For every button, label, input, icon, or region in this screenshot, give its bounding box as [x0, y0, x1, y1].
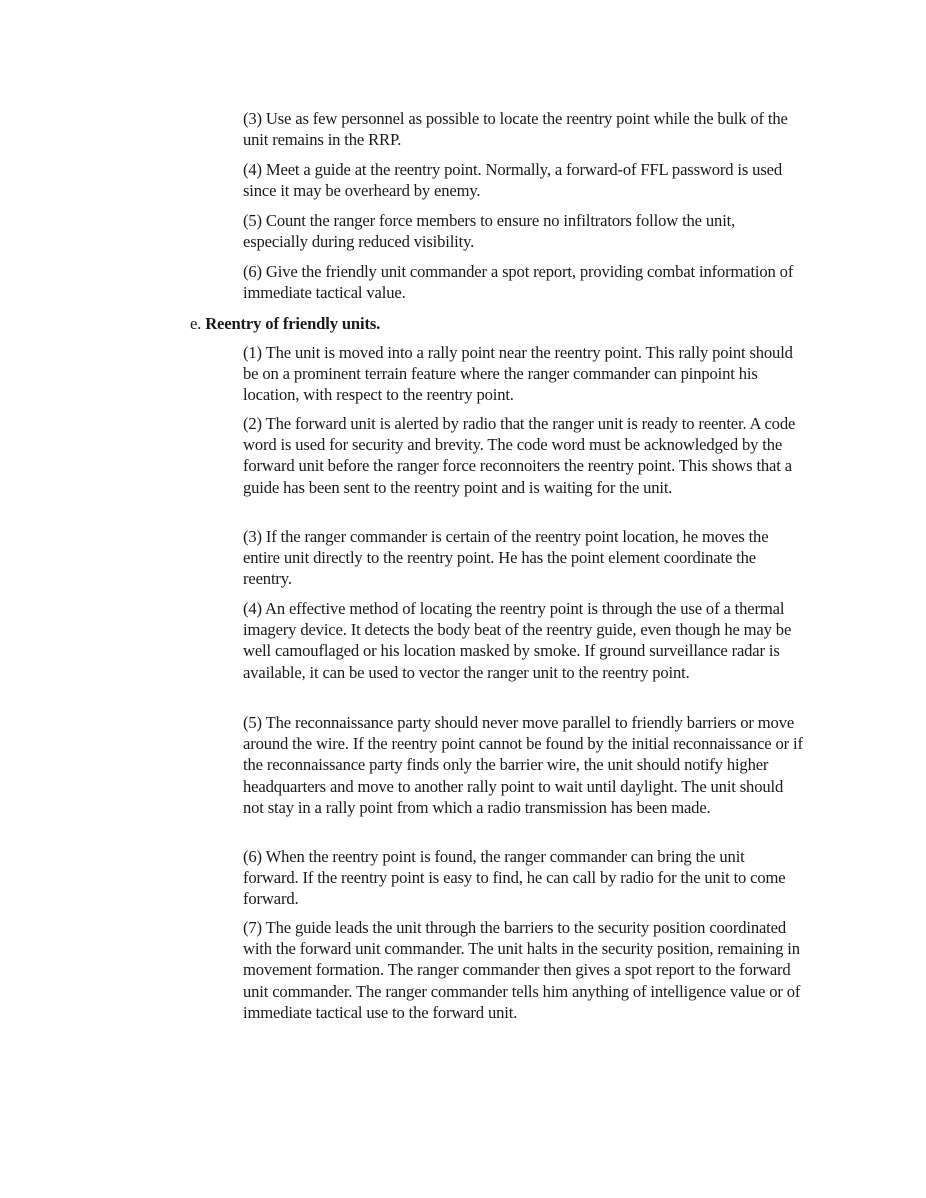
paragraph-top-6: (6) Give the friendly unit commander a spot report, providing combat information of immediate tactical value.: [243, 262, 794, 303]
section-e-prefix: e.: [190, 314, 206, 333]
paragraph-top-4: (4) Meet a guide at the reentry point. Normally, a forward-of FFL password is used since it may be overheard by enemy.: [243, 160, 782, 201]
paragraph-e-5: (5) The reconnaissance party should never move parallel to friendly barriers or move around the wire. If the reentry point cannot be found by the initial reconnaissance or if the reconnaissance party finds only the barrier wire, the unit should notify higher headquarters and move to another rally point to wait until daylight. The unit should not stay in a rally point from which a radio transmission has been made.: [243, 713, 803, 817]
paragraph-e-2: (2) The forward unit is alerted by radio that the ranger unit is ready to reenter. A code word is used for security and brevity. The code word must be acknowledged by the forward unit before the ranger force reconnoiters the reentry point. This shows that a guide has been sent to the reentry point and is waiting for the unit.: [243, 414, 796, 497]
paragraph-e-3: (3) If the ranger commander is certain of the reentry point location, he moves the entire unit directly to the reentry point. He has the point element coordinate the reentry.: [243, 527, 769, 589]
paragraph-e-6: (6) When the reentry point is found, the ranger commander can bring the unit forward. If the reentry point is easy to find, he can call by radio for the unit to come forward.: [243, 847, 786, 909]
section-e-heading: [190, 313, 380, 334]
paragraph-top-5: (5) Count the ranger force members to ensure no infiltrators follow the unit, especially during reduced visibility.: [243, 211, 736, 252]
paragraph-top-3: (3) Use as few personnel as possible to locate the reentry point while the bulk of the unit remains in the RRP.: [243, 109, 788, 150]
paragraph-e-1: (1) The unit is moved into a rally point near the reentry point. This rally point should be on a prominent terrain feature where the ranger commander can pinpoint his location, with respect to the reentry point.: [243, 343, 793, 405]
paragraph-e-7: (7) The guide leads the unit through the barriers to the security position coordinated with the forward unit commander. The unit halts in the security position, remaining in movement formation. The ranger commander then gives a spot report to the forward unit commander. The ranger commander tells him anything of intelligence value or of immediate tactical use to the forward unit.: [243, 918, 801, 1022]
paragraph-e-4: (4) An effective method of locating the reentry point is through the use of a thermal imagery device. It detects the body beat of the reentry guide, even though he may be well camouflaged or his location masked by smoke. If ground surveillance radar is available, it can be used to vector the ranger unit to the reentry point.: [243, 599, 792, 682]
section-e-title: Reentry of friendly units.: [205, 314, 381, 333]
